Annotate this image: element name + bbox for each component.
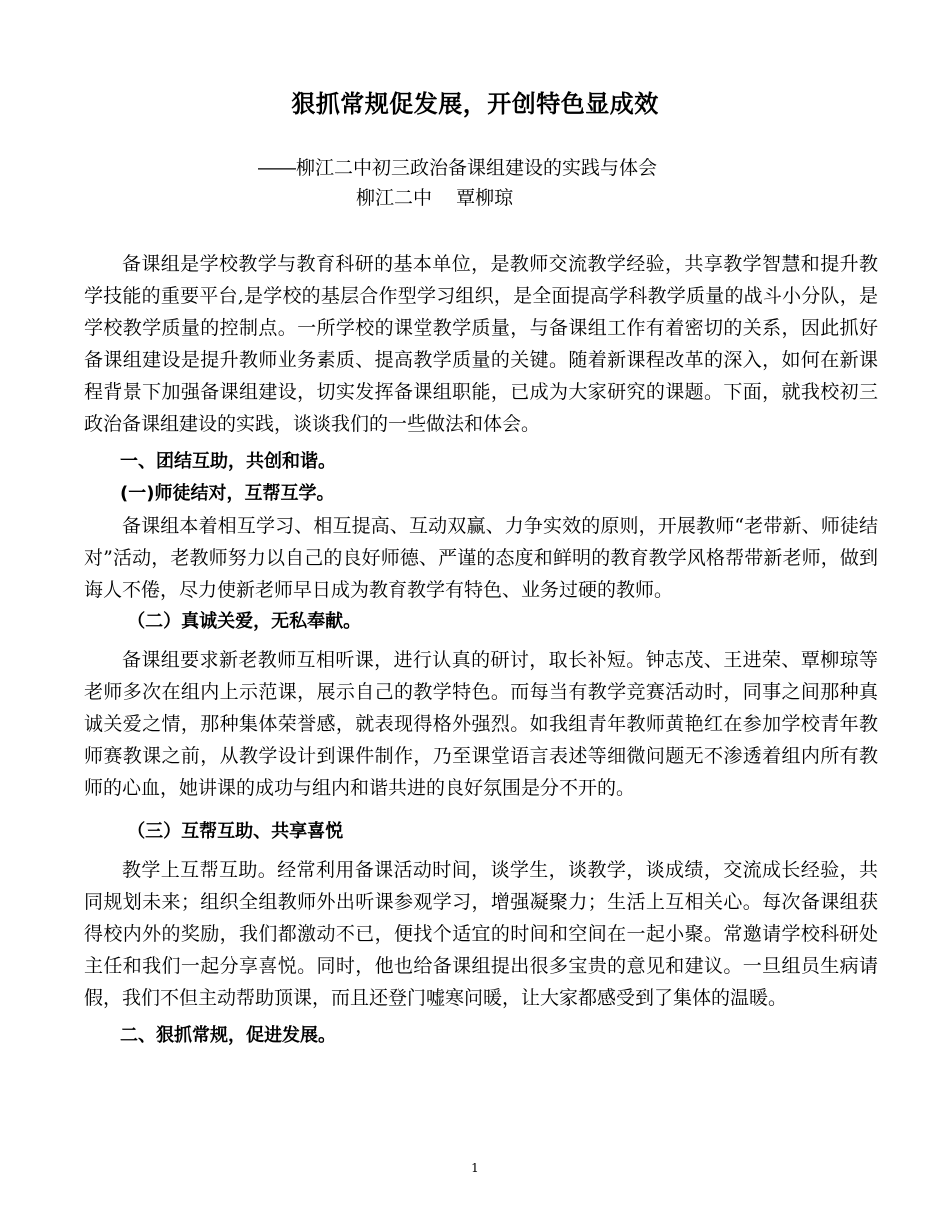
paragraph-care: 备课组要求新老教师互相听课，进行认真的研讨，取长补短。钟志茂、王进荣、覃柳琼等老师多次在组内上示范课，展示自己的教学特色。而每当有教学竞赛活动时，同事之间那种真诚关爱之情，那种集体荣誉感，就表现得格外强烈。如我组青年教师黄艳红在参加学校青年教师赛教课之前，从教学设计到课件制作，乃至课堂语言表述等细微问题无不渗透着组内所有教师的心血，她讲课的成功与组内和谐共进的良好氛围是分不开的。 — [84, 649, 878, 799]
author-line: 柳江二中 覃柳琼 — [356, 187, 514, 209]
subsection-heading-1-1: (一)师徒结对，互帮互学。 — [120, 483, 335, 504]
document-title: 狠抓常规促发展，开创特色显成效 — [291, 90, 659, 118]
section-heading-2: 二、狠抓常规，促进发展。 — [120, 1025, 336, 1046]
page-number: 1 — [471, 1161, 479, 1175]
document-body — [84, 248, 878, 1052]
paragraph-intro: 备课组是学校教学与教育科研的基本单位，是教师交流教学经验，共享教学智慧和提升教学技能的重要平台,是学校的基层合作型学习组织，是全面提高学科教学质量的战斗小分队，是学校教学质量的控制点。一所学校的课堂教学质量，与备课组工作有着密切的关系，因此抓好备课组建设是提升教师业务素质、提高教学质量的关键。随着新课程改革的深入，如何在新课程背景下加强备课组建设，切实发挥备课组职能，已成为大家研究的课题。下面，就我校初三政治备课组建设的实践，谈谈我们的一些做法和体会。 — [84, 253, 878, 435]
section-heading-1: 一、团结互助，共创和谐。 — [120, 451, 336, 472]
subsection-heading-1-3: （三）互帮互助、共享喜悦 — [127, 821, 344, 842]
paragraph-sharing: 教学上互帮互助。经常利用备课活动时间，谈学生，谈教学，谈成绩，交流成长经验，共同规划未来；组织全组教师外出听课参观学习，增强凝聚力；生活上互相关心。每次备课组获得校内外的奖励，我们都激动不已，便找个适宜的时间和空间在一起小聚。常邀请学校科研处主任和我们一起分享喜悦。同时，他也给备课组提出很多宝贵的意见和建议。一旦组员生病请假，我们不但主动帮助顶课，而且还登门嘘寒问暖，让大家都感受到了集体的温暖。 — [84, 859, 878, 1009]
paragraph-mentoring: 备课组本着相互学习、相互提高、互动双赢、力争实效的原则，开展教师“老带新、师徒结对”活动，老教师努力以自己的良好师德、严谨的态度和鲜明的教育教学风格帮带新老师，做到诲人不倦，尽力使新老师早日成为教育教学有特色、业务过硬的教师。 — [84, 515, 878, 601]
document-subtitle: ――柳江二中初三政治备课组建设的实践与体会 — [258, 157, 658, 179]
subsection-heading-1-2: （二）真诚关爱，无私奉献。 — [127, 611, 362, 632]
